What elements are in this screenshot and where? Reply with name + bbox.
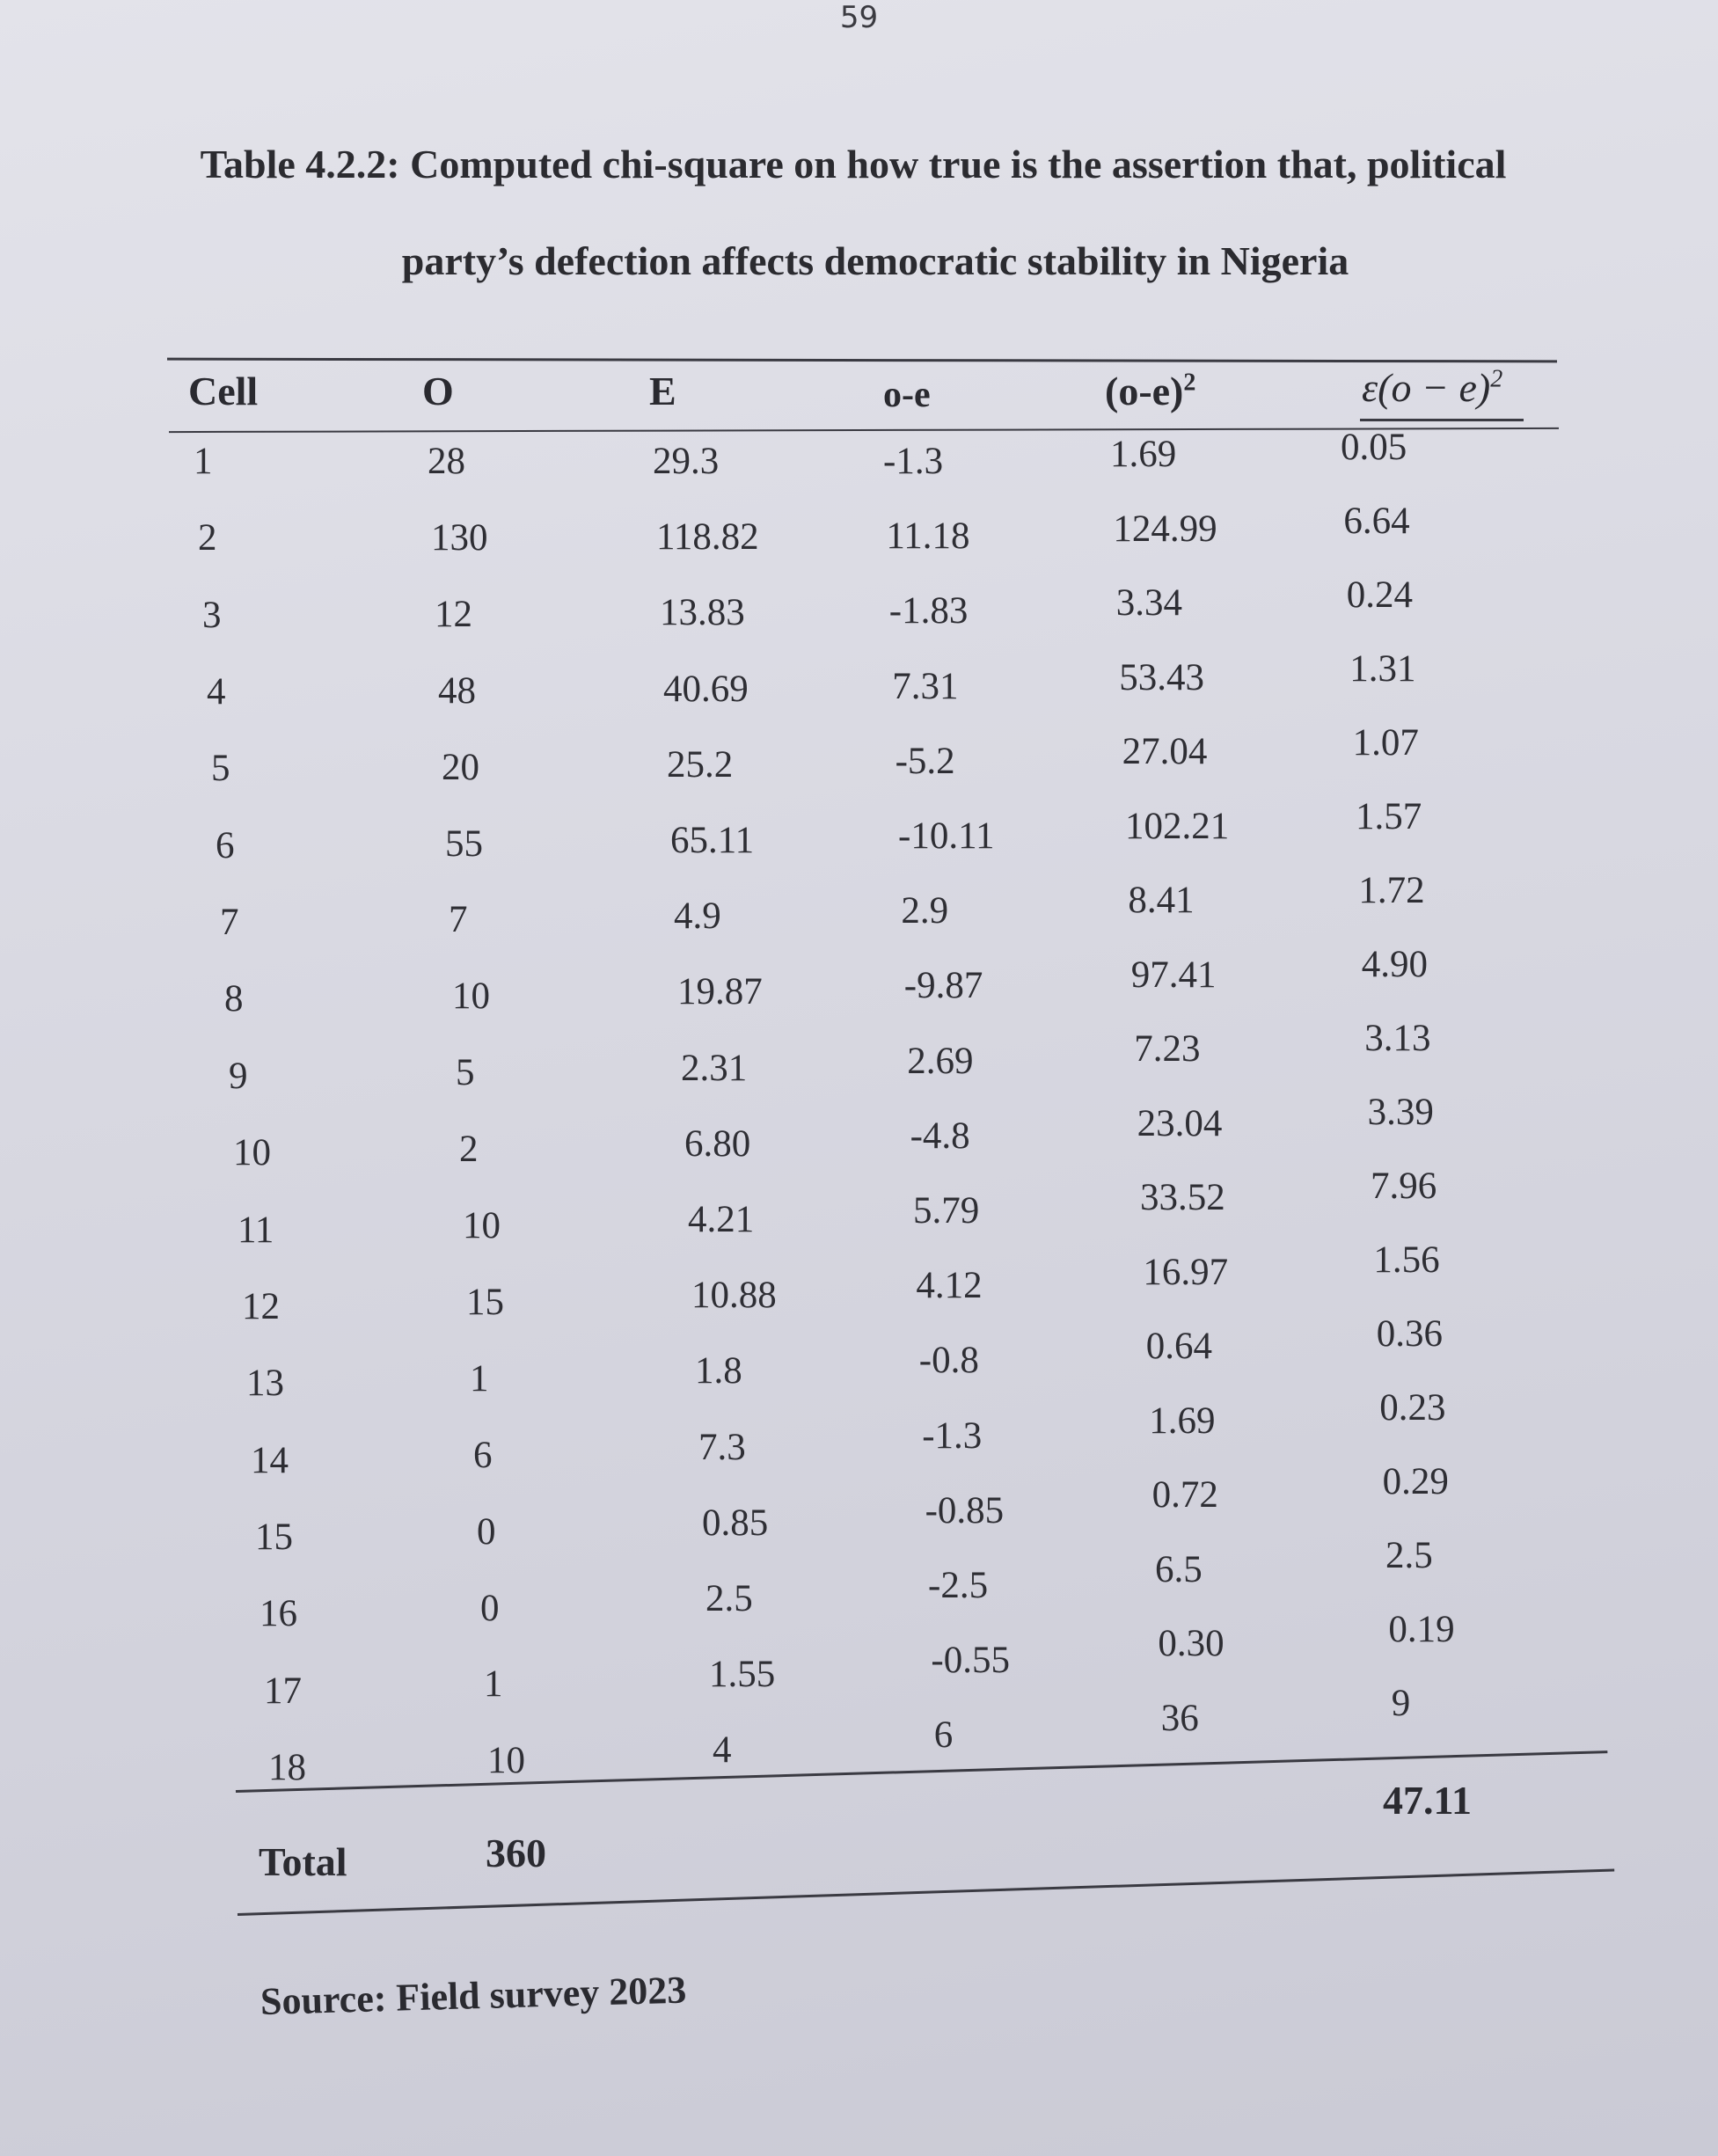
row-expected: 1.55 xyxy=(709,1654,776,1696)
row-o-minus-e: 4.12 xyxy=(916,1265,983,1307)
row-expected: 7.3 xyxy=(698,1426,746,1468)
total-chi-square: 47.11 xyxy=(1383,1778,1472,1823)
row-expected: 118.82 xyxy=(656,516,759,559)
row-cell-number: 9 xyxy=(229,1055,248,1097)
header-chi-base: ε(o − e) xyxy=(1362,365,1491,410)
row-o-minus-e: -5.2 xyxy=(895,740,955,782)
row-squared-difference: 0.30 xyxy=(1158,1623,1225,1664)
row-observed: 48 xyxy=(438,669,476,712)
table-bottom-rule xyxy=(238,1868,1614,1916)
row-observed: 10 xyxy=(452,976,490,1018)
row-squared-difference: 7.23 xyxy=(1134,1028,1201,1070)
row-o-minus-e: 5.79 xyxy=(913,1190,980,1231)
row-expected: 0.85 xyxy=(702,1502,769,1544)
row-o-minus-e: -1.3 xyxy=(883,441,944,482)
row-squared-difference: 1.69 xyxy=(1110,434,1177,475)
header-squared-base: (o-e) xyxy=(1105,369,1184,413)
row-squared-difference: 8.41 xyxy=(1128,880,1195,921)
total-label: Total xyxy=(259,1839,347,1884)
row-squared-difference: 53.43 xyxy=(1119,656,1204,698)
row-chi-component: 1.72 xyxy=(1358,870,1425,911)
row-chi-component: 0.05 xyxy=(1341,427,1407,468)
row-cell-number: 13 xyxy=(246,1363,284,1405)
row-squared-difference: 102.21 xyxy=(1125,805,1230,847)
row-chi-component: 7.96 xyxy=(1371,1166,1437,1207)
row-squared-difference: 6.5 xyxy=(1155,1548,1203,1590)
row-observed: 130 xyxy=(431,516,488,559)
row-squared-difference: 27.04 xyxy=(1122,731,1208,772)
row-chi-component: 6.64 xyxy=(1343,501,1410,542)
row-observed: 6 xyxy=(473,1434,493,1476)
row-expected: 65.11 xyxy=(670,820,755,861)
row-observed: 7 xyxy=(449,899,468,941)
row-o-minus-e: 6 xyxy=(933,1714,954,1757)
row-chi-component: 1.57 xyxy=(1356,796,1422,837)
row-expected: 2.31 xyxy=(681,1047,748,1089)
row-observed: 28 xyxy=(428,441,465,482)
row-observed: 0 xyxy=(477,1510,496,1553)
row-cell-number: 4 xyxy=(207,671,226,713)
row-o-minus-e: -10.11 xyxy=(898,815,995,857)
row-observed: 15 xyxy=(466,1281,504,1323)
row-squared-difference: 97.41 xyxy=(1130,954,1217,996)
row-observed: 10 xyxy=(463,1205,501,1246)
header-chi-exponent: 2 xyxy=(1490,365,1503,393)
header-squared-exponent: 2 xyxy=(1183,369,1196,397)
row-cell-number: 8 xyxy=(224,978,244,1020)
row-observed: 2 xyxy=(459,1129,479,1171)
header-chi-component xyxy=(1362,364,1502,411)
row-expected: 4.9 xyxy=(674,895,721,938)
row-expected: 4.21 xyxy=(688,1199,755,1240)
row-chi-component: 3.13 xyxy=(1364,1018,1431,1059)
row-observed: 10 xyxy=(487,1740,525,1782)
row-cell-number: 1 xyxy=(194,441,213,482)
row-observed: 55 xyxy=(445,822,483,865)
table-title-line-1: Table 4.2.2: Computed chi-square on how true is the assertion that, political xyxy=(200,142,1507,186)
row-cell-number: 15 xyxy=(255,1516,293,1558)
table-top-rule xyxy=(167,358,1557,363)
row-squared-difference: 33.52 xyxy=(1140,1177,1225,1218)
row-cell-number: 14 xyxy=(251,1439,289,1481)
row-chi-component: 1.31 xyxy=(1349,648,1416,690)
row-squared-difference: 0.72 xyxy=(1151,1474,1218,1516)
header-underline-chi xyxy=(1360,419,1524,421)
row-squared-difference: 36 xyxy=(1160,1697,1199,1739)
table-title-line-2: party’s defection affects democratic stability in Nigeria xyxy=(401,238,1349,283)
source-note: Source: Field survey 2023 xyxy=(260,1968,687,2023)
row-chi-component: 0.36 xyxy=(1376,1313,1444,1355)
row-chi-component: 0.29 xyxy=(1382,1461,1449,1502)
row-expected: 4 xyxy=(713,1729,732,1772)
row-expected: 25.2 xyxy=(667,743,734,786)
row-chi-component: 9 xyxy=(1391,1683,1411,1724)
total-observed: 360 xyxy=(486,1831,546,1875)
row-o-minus-e: 2.69 xyxy=(907,1040,974,1082)
header-squared-difference xyxy=(1105,368,1195,414)
row-expected: 1.8 xyxy=(695,1350,742,1392)
row-cell-number: 17 xyxy=(264,1670,302,1712)
row-o-minus-e: -1.3 xyxy=(922,1414,983,1457)
row-expected: 19.87 xyxy=(677,971,763,1013)
row-expected: 6.80 xyxy=(684,1122,751,1165)
row-expected: 40.69 xyxy=(663,668,749,710)
row-o-minus-e: 11.18 xyxy=(886,515,970,558)
row-cell-number: 3 xyxy=(202,594,222,636)
row-cell-number: 6 xyxy=(216,824,235,866)
row-chi-component: 0.19 xyxy=(1388,1609,1455,1650)
row-o-minus-e: 2.9 xyxy=(901,890,949,932)
row-o-minus-e: -1.83 xyxy=(888,590,969,632)
page-number: 59 xyxy=(839,0,879,35)
row-observed: 1 xyxy=(484,1663,503,1706)
row-expected: 2.5 xyxy=(705,1578,753,1619)
row-o-minus-e: -0.85 xyxy=(925,1489,1005,1531)
header-cell: Cell xyxy=(188,369,259,413)
row-chi-component: 2.5 xyxy=(1385,1535,1433,1576)
row-cell-number: 5 xyxy=(211,748,230,790)
row-observed: 20 xyxy=(442,746,479,788)
row-chi-component: 1.56 xyxy=(1373,1239,1440,1281)
row-observed: 5 xyxy=(456,1052,475,1094)
row-squared-difference: 124.99 xyxy=(1113,508,1217,550)
row-cell-number: 7 xyxy=(220,902,239,944)
row-o-minus-e: -9.87 xyxy=(903,965,983,1007)
row-squared-difference: 16.97 xyxy=(1143,1251,1229,1293)
row-chi-component: 4.90 xyxy=(1361,944,1429,985)
row-expected: 29.3 xyxy=(653,441,720,482)
header-o-minus-e: o-e xyxy=(883,375,931,415)
row-squared-difference: 0.64 xyxy=(1145,1326,1213,1367)
row-cell-number: 18 xyxy=(268,1746,306,1788)
row-expected: 10.88 xyxy=(691,1275,777,1317)
row-chi-component: 1.07 xyxy=(1352,722,1419,764)
header-expected: E xyxy=(649,369,676,413)
row-o-minus-e: -2.5 xyxy=(928,1565,989,1606)
row-observed: 1 xyxy=(470,1357,489,1400)
row-observed: 12 xyxy=(435,593,472,635)
row-o-minus-e: -0.55 xyxy=(931,1640,1010,1682)
row-squared-difference: 1.69 xyxy=(1149,1400,1216,1442)
row-expected: 13.83 xyxy=(660,592,745,634)
row-o-minus-e: -4.8 xyxy=(910,1115,970,1157)
row-o-minus-e: -0.8 xyxy=(918,1340,979,1382)
row-squared-difference: 23.04 xyxy=(1137,1102,1223,1144)
row-o-minus-e: 7.31 xyxy=(892,665,959,707)
row-cell-number: 2 xyxy=(198,517,217,559)
row-cell-number: 11 xyxy=(238,1209,274,1251)
row-chi-component: 0.24 xyxy=(1346,574,1414,616)
row-cell-number: 16 xyxy=(260,1593,297,1635)
row-cell-number: 10 xyxy=(233,1132,271,1174)
row-squared-difference: 3.34 xyxy=(1115,582,1183,624)
row-cell-number: 12 xyxy=(242,1285,280,1327)
header-observed: O xyxy=(422,369,454,413)
row-chi-component: 0.23 xyxy=(1379,1387,1446,1429)
row-observed: 0 xyxy=(480,1587,500,1629)
row-chi-component: 3.39 xyxy=(1367,1092,1434,1133)
